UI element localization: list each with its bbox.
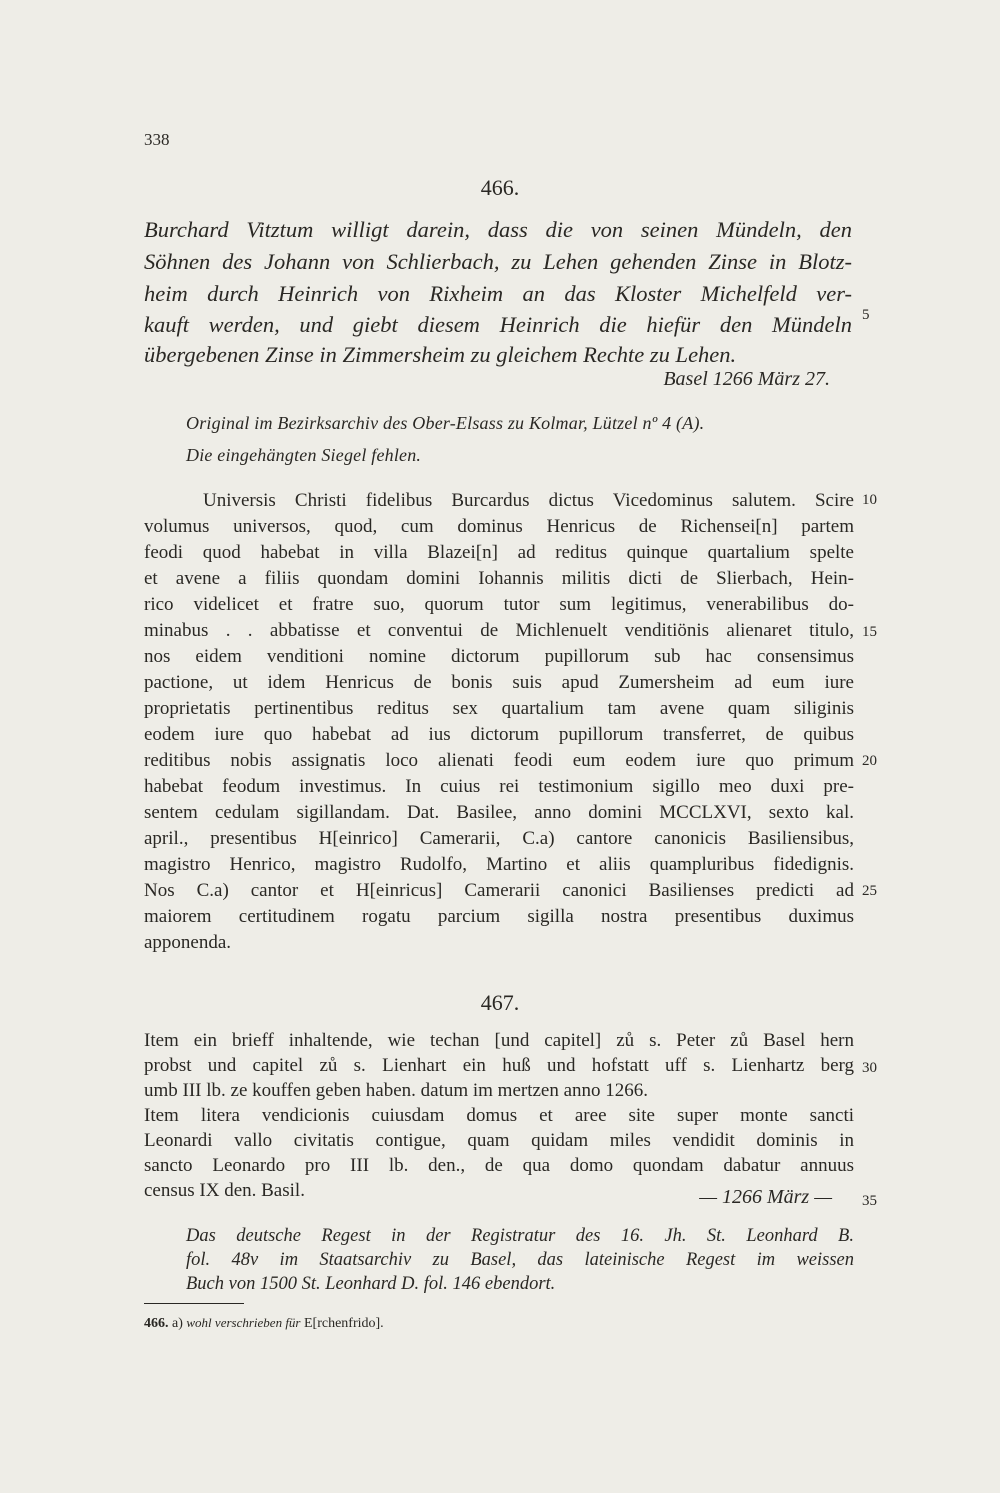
footnote-entry-number: 466. — [144, 1316, 169, 1331]
line-number: 20 — [862, 753, 877, 769]
text-line: habebat feodum investimus. In cuius rei testimonium sigillo meo duxi pre- — [144, 776, 854, 797]
text-line: april., presentibus H[einrico] Camerarii, C.a) cantore canonicis Basiliensibus, — [144, 828, 854, 849]
footnote-marker: a) — [172, 1316, 183, 1331]
text-line: umb III lb. ze kouffen geben haben. datum im mertzen anno 1266. — [144, 1080, 649, 1101]
dateline-466: Basel 1266 März 27. — [663, 368, 830, 390]
text-line: eodem iure quo habebat ad ius dictorum pupillorum transferret, de quibus — [144, 724, 854, 745]
text-line: Leonardi vallo civitatis contigue, quam quidam miles vendidit dominis in — [144, 1130, 854, 1151]
text-line: et avene a filiis quondam domini Iohannis militis dicti de Slierbach, Hein- — [144, 568, 854, 589]
text-line: pactione, ut idem Henricus de bonis suis apud Zumersheim ad eum iure — [144, 672, 854, 693]
text-line: volumus universos, quod, cum dominus Henricus de Richensei[n] partem — [144, 516, 854, 537]
text-line: maiorem certitudinem rogatu parcium sigilla nostra presentibus duximus — [144, 906, 854, 927]
text-line: nos eidem venditioni nomine dictorum pupillorum sub hac consensimus — [144, 646, 854, 667]
line-number: 30 — [862, 1060, 877, 1076]
entry-number-467: 467. — [480, 990, 520, 1015]
source-note-line: Die eingehängten Siegel fehlen. — [186, 445, 422, 465]
text-line: Item litera vendicionis cuiusdam domus et aree site super monte sancti — [144, 1105, 854, 1126]
summary-line: übergebenen Zinse in Zimmersheim zu gleichem Rechte zu Lehen. — [144, 342, 737, 367]
line-number: 35 — [862, 1193, 877, 1209]
text-line: rico videlicet et fratre suo, quorum tutor sum legitimus, venerabilibus do- — [144, 594, 854, 615]
line-number: 15 — [862, 624, 877, 640]
line-number: 10 — [862, 492, 877, 508]
entry-number-466: 466. — [480, 175, 520, 200]
text-line: minabus . . abbatisse et conventui de Michlenuelt venditiönis alienaret titulo, — [144, 620, 854, 641]
summary-line: Söhnen des Johann von Schlierbach, zu Lehen gehenden Zinse in Blotz- — [144, 249, 852, 274]
text-line: apponenda. — [144, 932, 232, 953]
text-line: feodi quod habebat in villa Blazei[n] ad reditus quinque quartalium spelte — [144, 542, 854, 563]
text-line: sentem cedulam sigillandam. Dat. Basilee, anno domini MCCLXVI, sexto kal. — [144, 802, 854, 823]
text-line: probst und capitel zů s. Lienhart ein huß und hofstatt uff s. Lienhartz berg — [144, 1055, 854, 1076]
page-number: 338 — [144, 130, 170, 149]
dateline-467: — 1266 März — — [699, 1186, 832, 1208]
text-line: proprietatis pertinentibus reditus sex quartalium tam avene quam siliginis — [144, 698, 854, 719]
text-line: magistro Henrico, magistro Rudolfo, Martino et aliis quampluribus fidedignis. — [144, 854, 854, 875]
text-line: census IX den. Basil. — [144, 1180, 305, 1201]
summary-line: Burchard Vitztum willigt darein, dass die von seinen Mündeln, den — [144, 217, 852, 242]
line-number: 25 — [862, 883, 877, 899]
text-line: Universis Christi fidelibus Burcardus dictus Vicedominus salutem. Scire — [203, 490, 854, 511]
footnote-rule — [144, 1303, 244, 1304]
source-note-line: Buch von 1500 St. Leonhard D. fol. 146 ebendort. — [186, 1274, 556, 1294]
line-number: 5 — [862, 307, 870, 323]
text-line: Nos C.a) cantor et H[einricus] Camerarii canonici Basilienses predicti ad — [144, 880, 854, 901]
footnote — [144, 1315, 384, 1332]
summary-line: heim durch Heinrich von Rixheim an das Kloster Michelfeld ver- — [144, 281, 852, 306]
text-line: sancto Leonardo pro III lb. den., de qua domo quondam dabatur annuus — [144, 1155, 854, 1176]
summary-line: kauft werden, und giebt diesem Heinrich die hiefür den Mündeln — [144, 312, 852, 337]
text-line: Item ein brieff inhaltende, wie techan [und capitel] zů s. Peter zů Basel hern — [144, 1030, 854, 1051]
source-note-line: Original im Bezirksarchiv des Ober-Elsass zu Kolmar, Lützel nº 4 (A). — [186, 413, 705, 433]
source-note-line: fol. 48v im Staatsarchiv zu Basel, das lateinische Regest im weissen — [186, 1250, 854, 1270]
text-line: reditibus nobis assignatis loco alienati feodi eum eodem iure quo primum — [144, 750, 854, 771]
footnote-italic-text: wohl verschrieben für — [186, 1315, 301, 1330]
source-note-line: Das deutsche Regest in der Registratur des 16. Jh. St. Leonhard B. — [186, 1226, 854, 1246]
footnote-text: E[rchenfrido]. — [303, 1316, 384, 1331]
